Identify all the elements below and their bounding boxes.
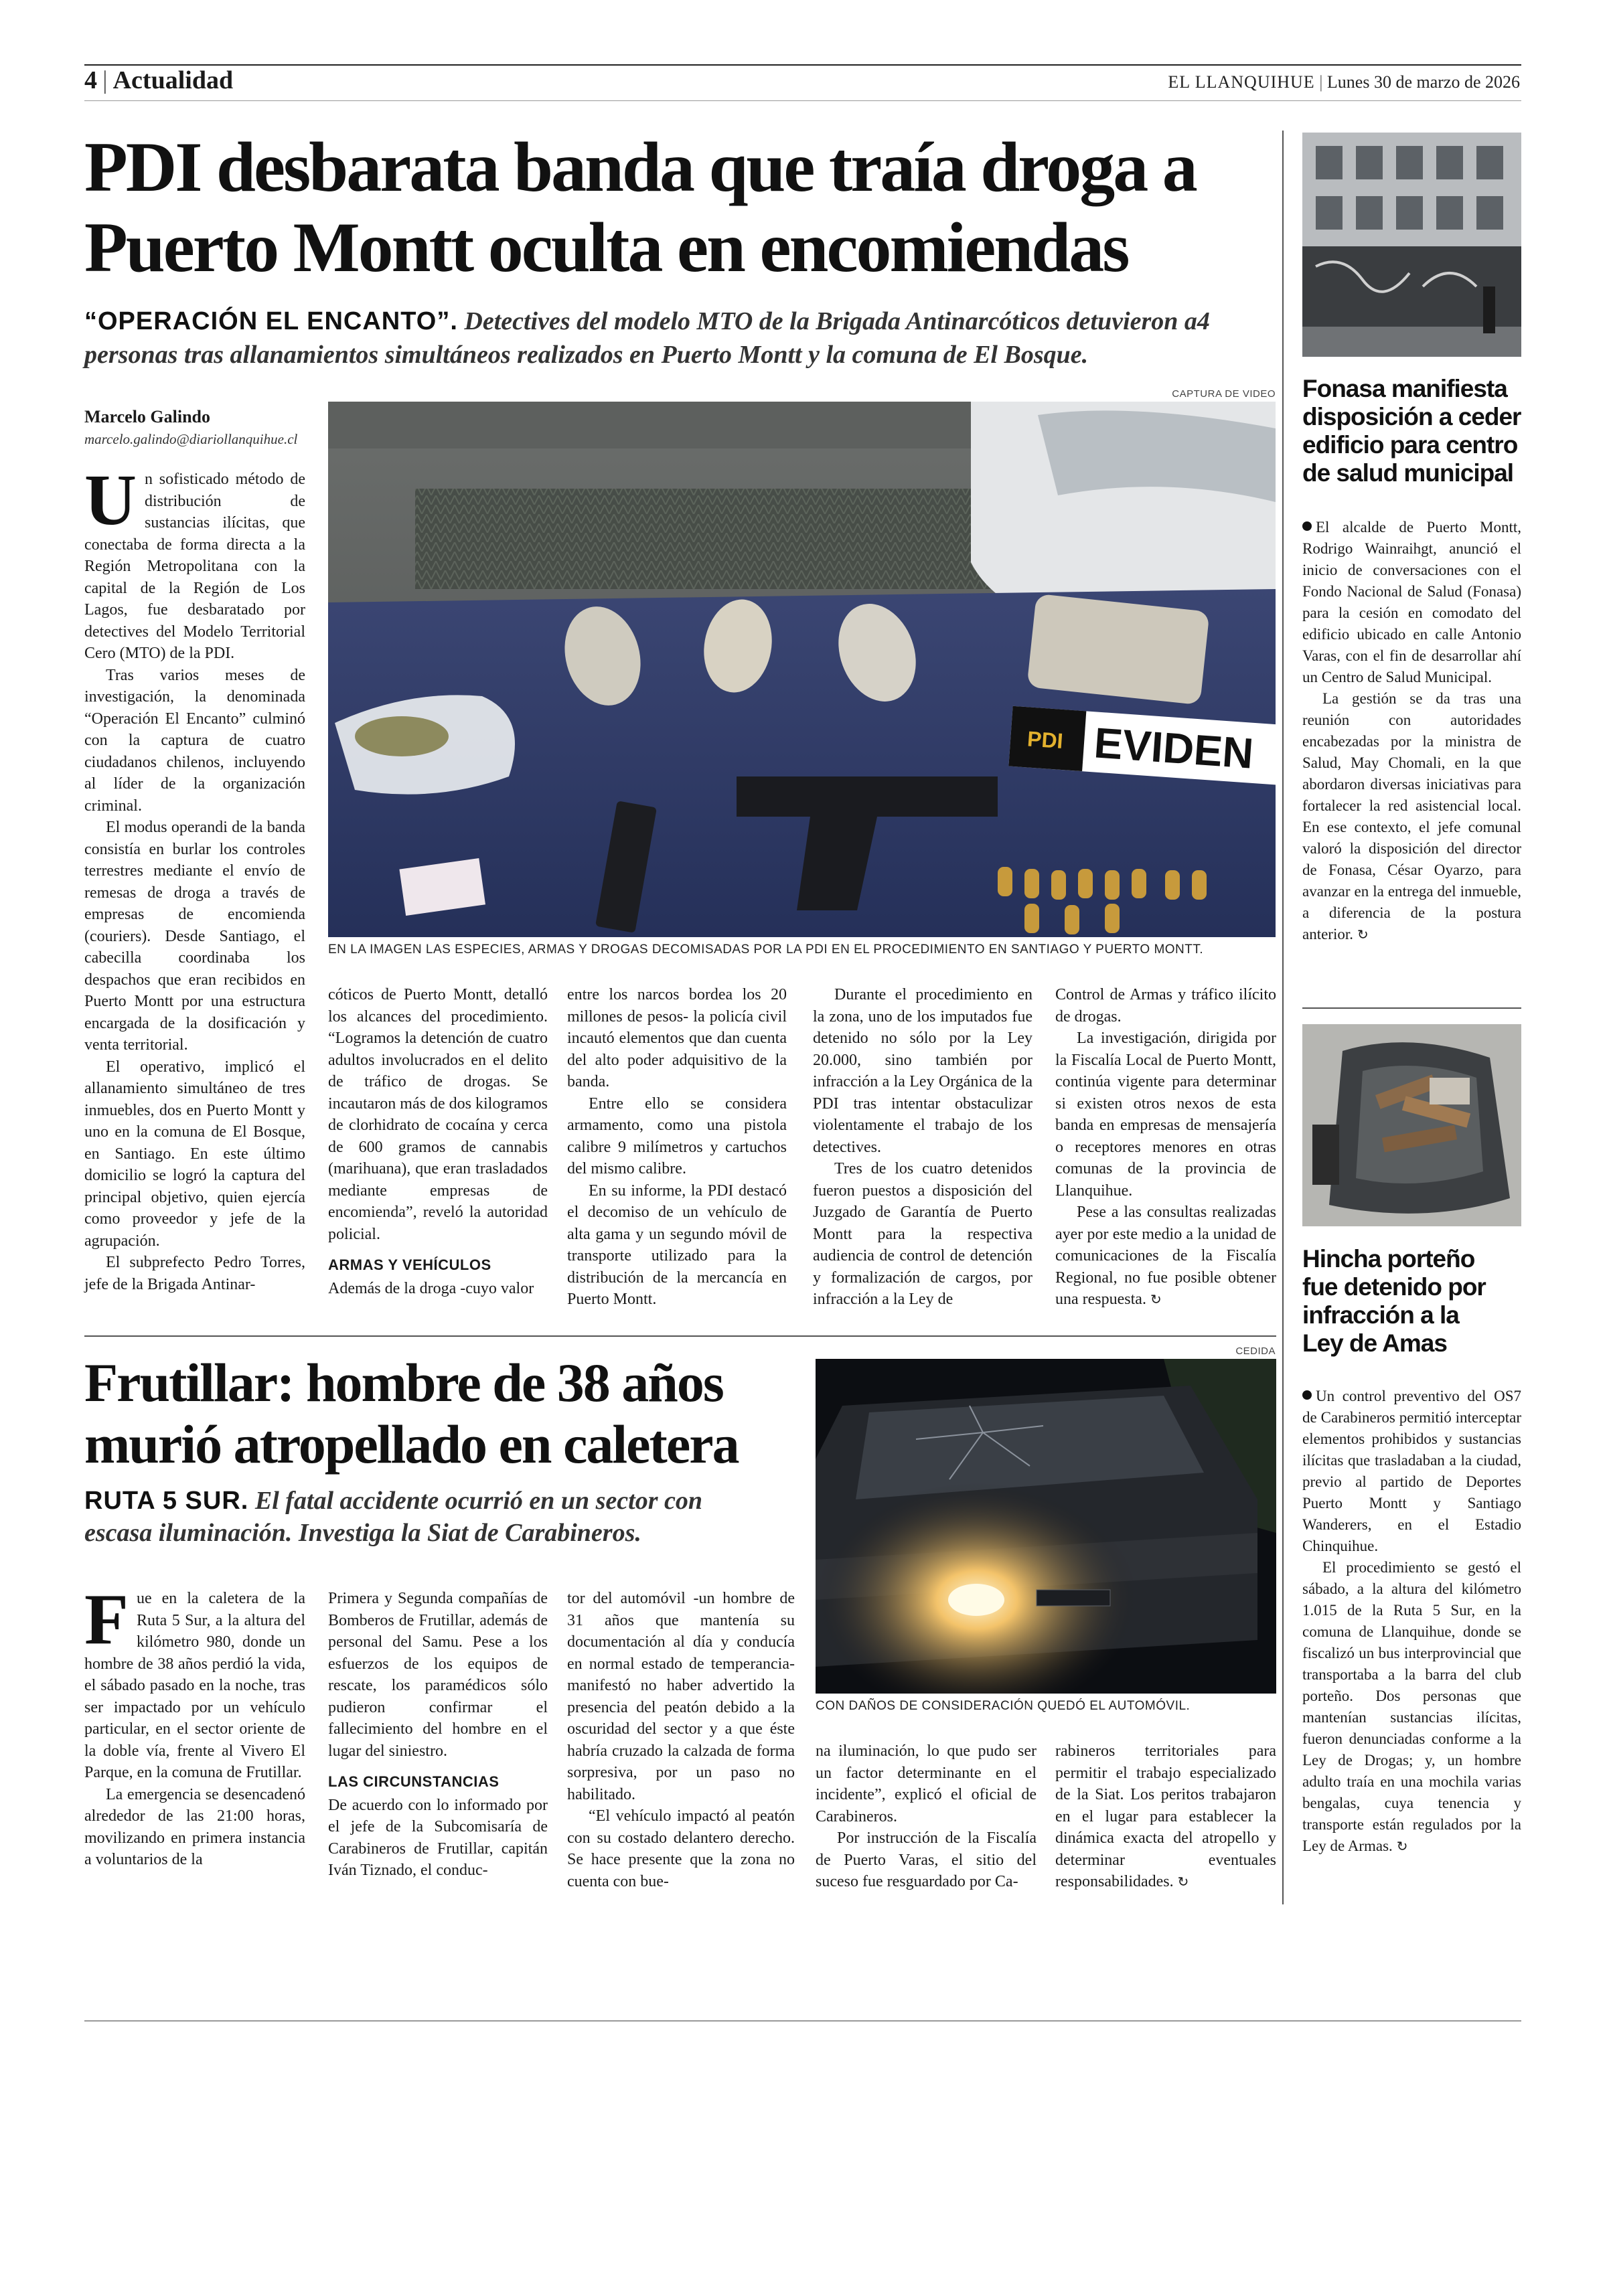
sidebar-story2-headline-line2: fue detenido por	[1302, 1273, 1486, 1301]
end-of-article-icon: ↻	[1357, 926, 1369, 942]
main-col3-p2: Entre ello se considera armamento, como una pistola calibre 9 milímetros y cartuchos del mismo calibre.	[567, 1094, 787, 1177]
main-col5-p3	[1055, 1202, 1276, 1311]
second-col4-p1: na iluminación, lo que pudo ser un factor determinante en el incidente”, explicó el oficial de Carabineros.	[816, 1742, 1037, 1825]
cannabis	[355, 716, 449, 756]
second-headline-line2: murió atropellado en caletera	[84, 1414, 739, 1475]
sidebar-photo-building	[1302, 133, 1521, 357]
second-col-4	[816, 1740, 1037, 1893]
main-headline-line2: Puerto Montt oculta en encomiendas	[84, 208, 1128, 286]
main-headline	[84, 127, 1276, 288]
page-bottom-rule	[84, 2020, 1521, 2022]
page-folio: 4 | Actualidad	[84, 66, 234, 94]
second-col2-p2: De acuerdo con lo informado por el jefe de la Subcomisaría de Carabineros de Frutillar, capitán Iván Tiznado, el conduc-	[328, 1796, 548, 1879]
second-dek-line2: escasa iluminación. Investiga la Siat de Carabineros.	[84, 1519, 641, 1547]
bullet-dot-icon	[1302, 521, 1312, 531]
second-col2-p1: Primera y Segunda compañías de Bomberos de Frutillar, además de personal del Samu. Pese a los esfuerzos de los equipos de rescate, los paramédicos sólo pudieron confirmar el fallecimiento del hombre en el lugar del siniestro.	[328, 1590, 548, 1760]
main-col1-p3: El modus operandi de la banda consistía en burlar los controles terrestres mediante el envío de remesas de droga a través de empresas de encomienda (couriers). Desde Santiago, el cabecilla coordinaba los despachos que eran recibidos en Puerto Montt por una estructura encargada de la dosificación y venta territorial.	[84, 819, 305, 1054]
second-col3-p2: “El vehículo impactó al peatón con su costado delantero derecho. Se hace presente que la zona no cuenta con bue-	[567, 1807, 795, 1890]
main-headline-line1: PDI desbarata banda que traía droga a	[84, 128, 1196, 206]
main-col-3	[567, 984, 787, 1311]
end-of-article-icon: ↻	[1396, 1838, 1408, 1854]
main-col1-p5: El subprefecto Pedro Torres, jefe de la Brigada Antinar-	[84, 1254, 305, 1293]
main-col-5	[1055, 984, 1276, 1311]
bullet-dot-icon	[1302, 1390, 1312, 1400]
second-dek-line1: El fatal accidente ocurrió en un sector con	[254, 1487, 703, 1515]
second-dropcap: F	[84, 1580, 129, 1659]
main-col-1	[84, 461, 305, 1295]
main-col-2	[328, 984, 548, 1299]
header-top-rule	[84, 64, 1521, 66]
second-col3-p1: tor del automóvil -un hombre de 31 años que mantenía su documentación al día y conducía en normal estado de temperancia- manifestó no haber advertido la presencia del peatón debido a la oscuridad del sector y a que éste habría cruzado la calzada de forma sorpresiva, por un paso no habilitado.	[567, 1590, 795, 1803]
main-col5-p3-text: Pese a las consultas realizadas ayer por este medio a la unidad de comunicaciones de la Fiscalía Regional, no fue posible obtener una respuesta.	[1055, 1204, 1276, 1308]
header-bottom-rule	[84, 100, 1521, 101]
main-col2-p2: Además de la droga -cuyo valor	[328, 1279, 534, 1297]
sidebar-story2-headline-line3: infracción a la	[1302, 1301, 1459, 1329]
sidebar-story1-headline-line2: disposición a ceder	[1302, 403, 1521, 430]
main-col4-p2: Tres de los cuatro detenidos fueron puestos a disposición del Juzgado de Garantía de Puerto Montt para la respectiva audiencia de control de detención y formalización de cargos, por infracción a la Ley de	[813, 1160, 1032, 1308]
bag-strap	[1312, 1125, 1339, 1185]
sidebar-story1-p2	[1302, 688, 1521, 945]
sidebar-story2-headline-line4: Ley de Amas	[1302, 1329, 1447, 1357]
evidence-sign-text: EVIDEN	[1092, 718, 1255, 778]
sidebar-story2-p2	[1302, 1557, 1521, 1857]
front-grille	[1037, 1590, 1110, 1606]
second-col1-p1: ue en la caletera de la Ruta 5 Sur, a la altura del kilómetro 980, donde un hombre de 38 años perdió la vida, el sábado pasado en la noche, tras ser impactado por un vehículo particular, en el sector oriente de la doble vía, frente al Vivero El Parque, en la comuna de Frutillar.	[84, 1590, 305, 1781]
sidebar-story1-body	[1302, 517, 1521, 945]
drug-brick	[1026, 594, 1209, 705]
main-col2-p1: cóticos de Puerto Montt, detalló los alcances del procedimiento. “Logramos la detención de cuatro adultos involucrados en el delito de tráfico de drogas. Se incautaron más de dos kilogramos de clorhidrato de cocaína y cerca de 600 gramos de cannabis (marihuana), que eran trasladados mediante empresas de encomienda”, reveló la autoridad policial.	[328, 986, 548, 1243]
sidebar-story2-p2-text: El procedimiento se gestó el sábado, a la altura del kilómetro 1.015 de la Ruta 5 Sur, en la comuna de Llanquihue, donde se fiscalizó un bus interprovincial que transportaba a la barra del club porteño. Dos personas que mantenían sustancias ilícitas, fueron denunciadas conforme a la Ley de Drogas; y, un hombre adulto traía en una mochila varias bengalas, cuya tenencia y transporte están regulados por la Ley de Armas.	[1302, 1559, 1521, 1854]
second-headline	[84, 1352, 794, 1475]
main-col5-p2: La investigación, dirigida por la Fiscalía Local de Puerto Montt, continúa vigente para determinar si existen otros nexos de esta banda en empresas de mensajería o receptores menores en otras comunas de la provincia de Llanquihue.	[1055, 1030, 1276, 1200]
story-divider	[84, 1335, 1276, 1337]
main-photo-caption: EN LA IMAGEN LAS ESPECIES, ARMAS Y DROGAS DECOMISADAS POR LA PDI EN EL PROCEDIMIENTO EN SANTIAGO Y PUERTO MONTT.	[328, 942, 1204, 957]
sidebar-story2-body	[1302, 1386, 1521, 1857]
main-col4-p1: Durante el procedimiento en la zona, uno de los imputados fue detenido no sólo por la Ley 20.000, sino también por infracción a la Ley Orgánica de la PDI tras intentar obstaculizar violentamente el trabajo de los detectives.	[813, 986, 1032, 1156]
sidebar-story1-headline-line1: Fonasa manifiesta	[1302, 375, 1507, 402]
sidebar-divider-1	[1302, 1007, 1521, 1009]
sidebar-story1-headline	[1302, 375, 1521, 487]
author-name: Marcelo Galindo	[84, 407, 211, 426]
second-col5-p1	[1055, 1740, 1276, 1893]
headlight-glow	[816, 1359, 1276, 1694]
sidebar-photo-backpack	[1302, 1024, 1521, 1226]
second-dek	[84, 1485, 794, 1549]
second-col-1	[84, 1580, 305, 1871]
main-photo	[328, 402, 1276, 937]
second-col-2	[328, 1588, 548, 1882]
sidebar-story1-p1	[1302, 517, 1521, 688]
sidebar-story2-p1-text: Un control preventivo del OS7 de Carabineros permitió interceptar elementos prohibidos y sustancias ilícitas que trasladaban a la ciudad, previo al partido de Deportes Puerto Montt y Santiago Wanderers, en el Estadio Chinquihue.	[1302, 1388, 1521, 1554]
sidebar-story1-headline-line4: de salud municipal	[1302, 459, 1514, 487]
second-photo-caption: CON DAÑOS DE CONSIDERACIÓN QUEDÓ EL AUTOMÓVIL.	[816, 1699, 1191, 1713]
issue-date: Lunes 30 de marzo de 2026	[1326, 72, 1520, 92]
main-dropcap: U	[84, 461, 137, 540]
second-col4-p2: Por instrucción de la Fiscalía de Puerto Varas, el sitio del suceso fue resguardado por Ca-	[816, 1829, 1037, 1890]
newspaper-name: EL LLANQUIHUE	[1168, 72, 1315, 92]
main-col3-p1: entre los narcos bordea los 20 millones de pesos- la policía civil incautó elementos que dan cuenta del alto poder adquisitivo de la banda.	[567, 986, 787, 1090]
pedestrian	[1483, 286, 1495, 333]
sidebar-story2-headline-line1: Hincha porteño	[1302, 1245, 1475, 1273]
sidebar-story1-p1-text: El alcalde de Puerto Montt, Rodrigo Wainraihgt, anunció el inicio de conversaciones con el Fondo Nacional de Salud (Fonasa) para la cesión en comodato del edificio ubicado en calle Antonio Varas, con el fin de desarrollar ahí un Centro de Salud Municipal.	[1302, 519, 1521, 685]
end-of-article-icon: ↻	[1177, 1874, 1189, 1890]
sidebar-divider	[1282, 131, 1284, 1904]
second-col-3	[567, 1588, 795, 1892]
main-dek-line2: personas tras allanamientos simultáneos realizados en Puerto Montt y la comuna de El Bosque.	[84, 341, 1089, 369]
second-kicker: RUTA 5 SUR.	[84, 1487, 249, 1515]
main-col1-p4: El operativo, implicó el allanamiento simultáneo de tres inmuebles, dos en Puerto Montt y uno en la comuna de El Bosque, en Santiago. En este último domicilio se logró la captura del principal objetivo, quien ejercía como proveedor y jefe de la agrupación.	[84, 1058, 305, 1250]
main-col1-p2: Tras varios meses de investigación, la denominada “Operación El Encanto” culminó con la captura de cuatro ciudadanos chilenos, incluyendo al líder de la organización criminal.	[84, 666, 305, 815]
sidebar-story2-p1	[1302, 1386, 1521, 1557]
page-number: 4	[84, 66, 97, 94]
header-masthead: EL LLANQUIHUE | Lunes 30 de marzo de 2026	[1168, 72, 1520, 92]
section-name: Actualidad	[112, 66, 234, 94]
second-photo-credit: CEDIDA	[1235, 1345, 1276, 1357]
sidebar-story2-headline	[1302, 1245, 1521, 1358]
main-col1-p1: n sofisticado método de distribución de sustancias ilícitas, que conectaba de forma directa a la Región Metropolitana con la capital de la Región de Los Lagos, fue desbaratado por detectives del Modelo Territorial Cero (MTO) de la PDI.	[84, 471, 305, 662]
sidebar-story1-headline-line3: edificio para centro	[1302, 431, 1518, 459]
end-of-article-icon: ↻	[1150, 1291, 1162, 1307]
second-headline-line1: Frutillar: hombre de 38 años	[84, 1352, 723, 1413]
second-col5-text: rabineros territoriales para permitir el trabajo especializado de la Siat. Los peritos trabajaron en el lugar para establecer la dinámica exacta del atropello y determinar eventuales responsabilidades.	[1055, 1742, 1276, 1890]
main-col5-p1: Control de Armas y tráfico ilícito de drogas.	[1055, 986, 1276, 1026]
second-col1-p2: La emergencia se desencadenó alrededor de las 21:00 horas, movilizando en primera instancia a voluntarios de la	[84, 1785, 305, 1868]
sidebar-story1-p2-text: La gestión se da tras una reunión con autoridades encabezadas por la ministra de Salud, May Chomali, en la que abordaron diversas iniciativas para fortalecer la red asistencial local. En ese contexto, el jefe comunal valoró la disposición del director de Fonasa, César Oyarzo, para avanzar en la entrega del inmueble, a diferencia de la postura anterior.	[1302, 690, 1521, 942]
main-dek-line1: Detectives del modelo MTO de la Brigada Antinarcóticos detuvieron a4	[464, 307, 1210, 335]
main-col3-p3: En su informe, la PDI destacó el decomiso de un vehículo de alta gama y un segundo móvil de transporte utilizado para la distribución de la mercancía en Puerto Montt.	[567, 1181, 787, 1308]
main-col2-subhead: ARMAS Y VEHÍCULOS	[328, 1256, 491, 1273]
main-kicker: “OPERACIÓN EL ENCANTO”.	[84, 307, 458, 335]
second-col-5	[1055, 1740, 1276, 1893]
main-col-4	[813, 984, 1032, 1311]
headlight	[948, 1584, 1004, 1616]
main-photo-credit: CAPTURA DE VIDEO	[1172, 388, 1276, 400]
author-email: marcelo.galindo@diariollanquihue.cl	[84, 431, 298, 447]
main-dek	[84, 305, 1276, 372]
pdi-badge-text: PDI	[1026, 726, 1064, 754]
second-photo	[816, 1359, 1276, 1694]
second-col2-subhead: LAS CIRCUNSTANCIAS	[328, 1773, 500, 1790]
